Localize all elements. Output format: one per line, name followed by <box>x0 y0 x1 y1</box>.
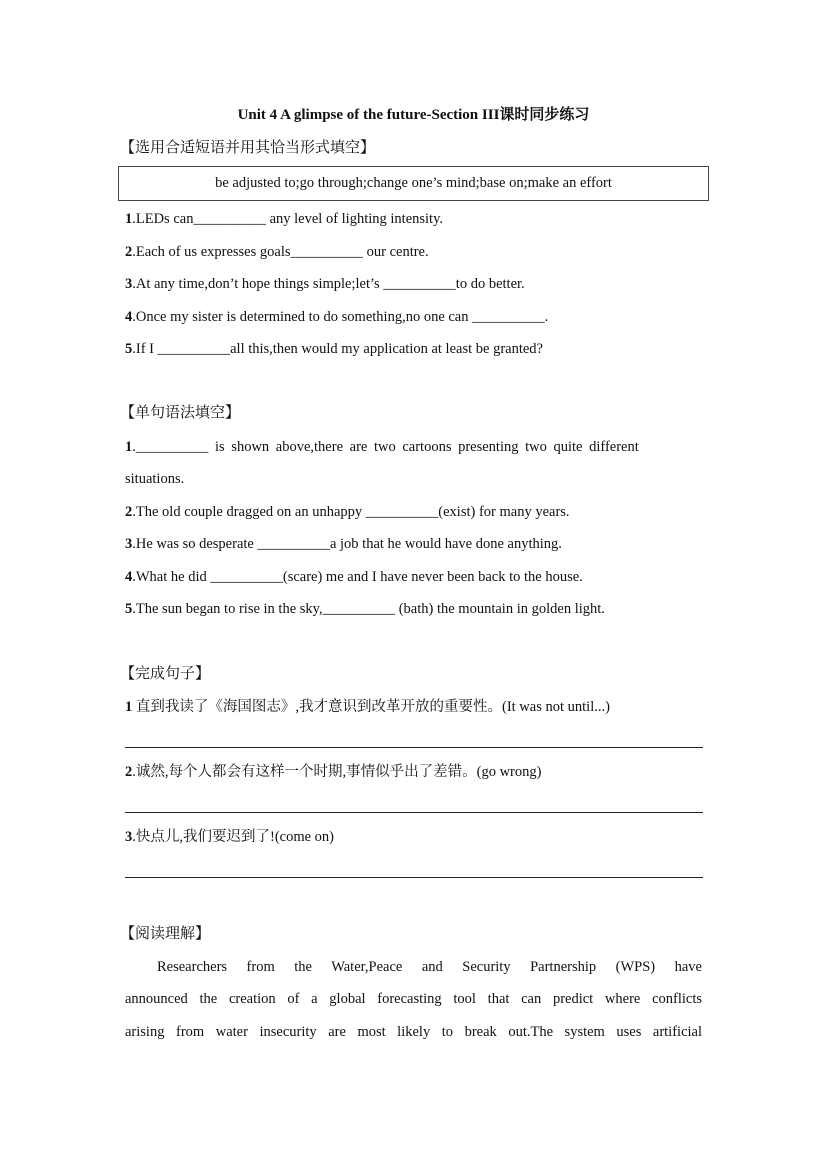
question-number: 4 <box>125 569 133 585</box>
question-item <box>125 275 702 293</box>
question-number: 3 <box>125 276 133 292</box>
question-number: 2 <box>125 244 133 260</box>
section-header-phrase-fill: 【选用合适短语并用其恰当形式填空】 <box>120 138 376 156</box>
question-item <box>125 340 702 358</box>
question-item <box>125 308 702 326</box>
question-number: 5 <box>125 341 133 357</box>
answer-line[interactable] <box>125 812 703 813</box>
question-number: 1 <box>125 211 133 227</box>
question-text: .At any time,don’t hope things simple;let’s __________to do better. <box>132 276 525 292</box>
question-number: 2 <box>125 764 133 780</box>
question-text: .Once my sister is determined to do something,no one can __________. <box>132 309 549 325</box>
word-box: be adjusted to;go through;change one’s mind;base on;make an effort <box>118 166 709 201</box>
question-item <box>125 503 702 521</box>
question-text: .诚然,每个人都会有这样一个时期,事情似乎出了差错。(go wrong) <box>132 764 542 780</box>
section-header-reading: 【阅读理解】 <box>120 924 211 942</box>
question-text: .Each of us expresses goals__________ our centre. <box>132 244 429 260</box>
question-number: 5 <box>125 601 133 617</box>
section-header-grammar: 【单句语法填空】 <box>120 403 241 421</box>
question-item <box>125 568 702 586</box>
question-item <box>125 438 702 456</box>
question-text: .He was so desperate __________a job that he would have done anything. <box>132 536 562 552</box>
page-title: Unit 4 A glimpse of the future-Section III课时同步练习 <box>237 107 590 123</box>
question-item <box>125 600 702 618</box>
section-header-complete-sentences: 【完成句子】 <box>120 664 211 682</box>
question-item <box>125 698 702 716</box>
question-item <box>125 210 702 228</box>
question-text: .__________ is shown above,there are two cartoons presenting two quite different <box>132 439 639 455</box>
question-number: 2 <box>125 504 133 520</box>
question-item <box>125 828 702 846</box>
question-text: .If I __________all this,then would my application at least be granted? <box>132 341 543 357</box>
answer-line[interactable] <box>125 747 703 748</box>
question-text: 直到我读了《海国图志》,我才意识到改革开放的重要性。(It was not until...) <box>132 699 610 715</box>
question-number: 3 <box>125 536 133 552</box>
question-text: .LEDs can__________ any level of lighting intensity. <box>132 211 444 227</box>
question-item <box>125 243 702 261</box>
passage-line: Researchers from the Water,Peace and Security Partnership (WPS) have <box>157 959 702 975</box>
question-item <box>125 763 702 781</box>
question-number: 4 <box>125 309 133 325</box>
question-number: 1 <box>125 699 133 715</box>
question-text: .The old couple dragged on an unhappy __________(exist) for many years. <box>132 504 570 520</box>
passage-line: announced the creation of a global forecasting tool that can predict where conflicts <box>125 991 702 1007</box>
question-continuation: situations. <box>125 471 185 487</box>
passage-line: arising from water insecurity are most likely to break out.The system uses artificial <box>125 1024 702 1040</box>
question-item <box>125 535 702 553</box>
question-text: .快点儿,我们要迟到了!(come on) <box>132 829 335 845</box>
question-number: 1 <box>125 439 133 455</box>
question-text: .What he did __________(scare) me and I have never been back to the house. <box>132 569 583 585</box>
question-text: .The sun began to rise in the sky,__________ (bath) the mountain in golden light. <box>132 601 605 617</box>
answer-line[interactable] <box>125 877 703 878</box>
question-number: 3 <box>125 829 133 845</box>
